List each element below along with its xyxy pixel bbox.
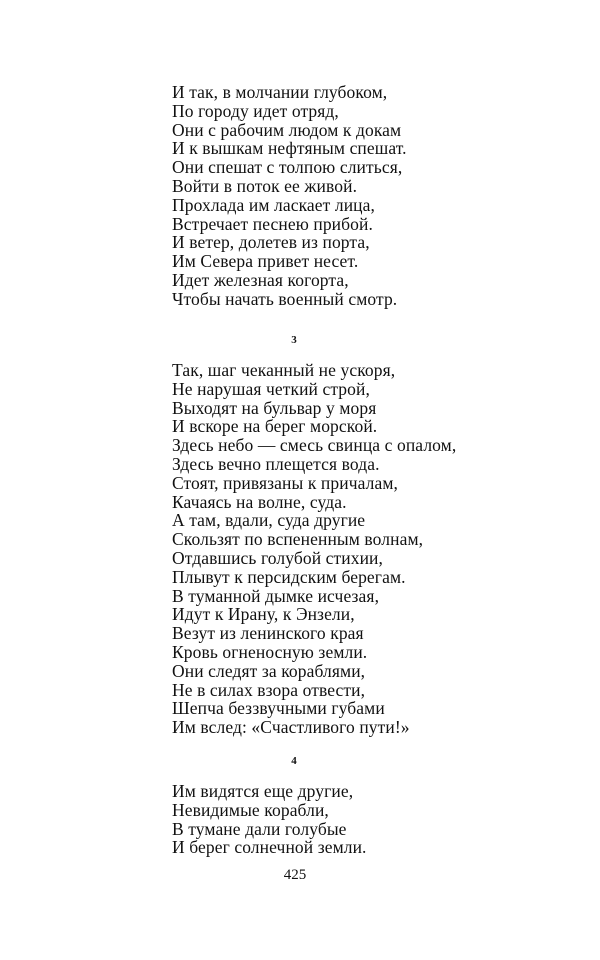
verse-line: Невидимые корабли, — [172, 799, 329, 820]
verse-line: Им вслед: «Счастливого пути!» — [172, 717, 410, 738]
verse-line: И к вышкам нефтяным спешат. — [172, 138, 407, 159]
verse-line: Не нарушая четкий строй, — [172, 378, 370, 399]
verse-line: Качаясь на волне, суда. — [172, 491, 347, 512]
verse-line: В тумане дали голубые — [172, 818, 347, 839]
verse-line: Им Севера привет несет. — [172, 251, 359, 272]
verse-line: Встречает песнею прибой. — [172, 213, 373, 234]
verse-line: Кровь огненосную земли. — [172, 641, 368, 662]
verse-line: Они следят за кораблями, — [172, 660, 366, 681]
verse-line: Они спешат с толпою слиться, — [172, 157, 403, 178]
verse-line: И берег солнечной земли. — [172, 837, 367, 858]
verse-line: Отдавшись голубой стихии, — [172, 547, 383, 568]
verse-line: Здесь небо — смесь свинца с опалом, — [172, 435, 457, 456]
verse-line: Выходят на бульвар у моря — [172, 397, 377, 418]
page-number: 425 — [283, 867, 307, 883]
verse-line: А там, вдали, суда другие — [172, 510, 366, 531]
verse-line: В туманной дымке исчезая, — [172, 585, 380, 606]
verse-line: Шепча беззвучными губами — [172, 698, 385, 719]
verse-line: Так, шаг чеканный не ускоря, — [172, 360, 396, 380]
section-number: 4 — [291, 755, 297, 767]
verse-line: И так, в молчании глубоком, — [172, 82, 388, 102]
verse-line: Идут к Ирану, к Энзели, — [172, 604, 355, 625]
verse-line: Чтобы начать военный смотр. — [172, 288, 398, 309]
verse-line: И ветер, долетев из порта, — [172, 232, 370, 253]
section-number: 3 — [291, 334, 297, 346]
verse-line: Они с рабочим людом к докам — [172, 119, 402, 140]
verse-line: Стоят, привязаны к причалам, — [172, 472, 398, 493]
stanza-2 — [172, 361, 456, 737]
verse-line: Не в силах взора отвести, — [172, 679, 366, 700]
verse-line: Здесь вечно плещется вода. — [172, 453, 380, 474]
stanza-1 — [172, 83, 407, 309]
verse-line: Прохлада им ласкает лица, — [172, 194, 375, 215]
stanza-3 — [172, 782, 367, 857]
verse-line: По городу идет отряд, — [172, 100, 339, 121]
verse-line: Им видятся еще другие, — [172, 781, 354, 801]
verse-line: Скользят по вспененным волнам, — [172, 529, 424, 550]
verse-line: Плывут к персидским берегам. — [172, 566, 406, 587]
verse-line: И вскоре на берег морской. — [172, 416, 378, 437]
verse-line: Везут из ленинского края — [172, 623, 364, 644]
verse-line: Войти в поток ее живой. — [172, 175, 358, 196]
verse-line: Идет железная когорта, — [172, 269, 349, 290]
